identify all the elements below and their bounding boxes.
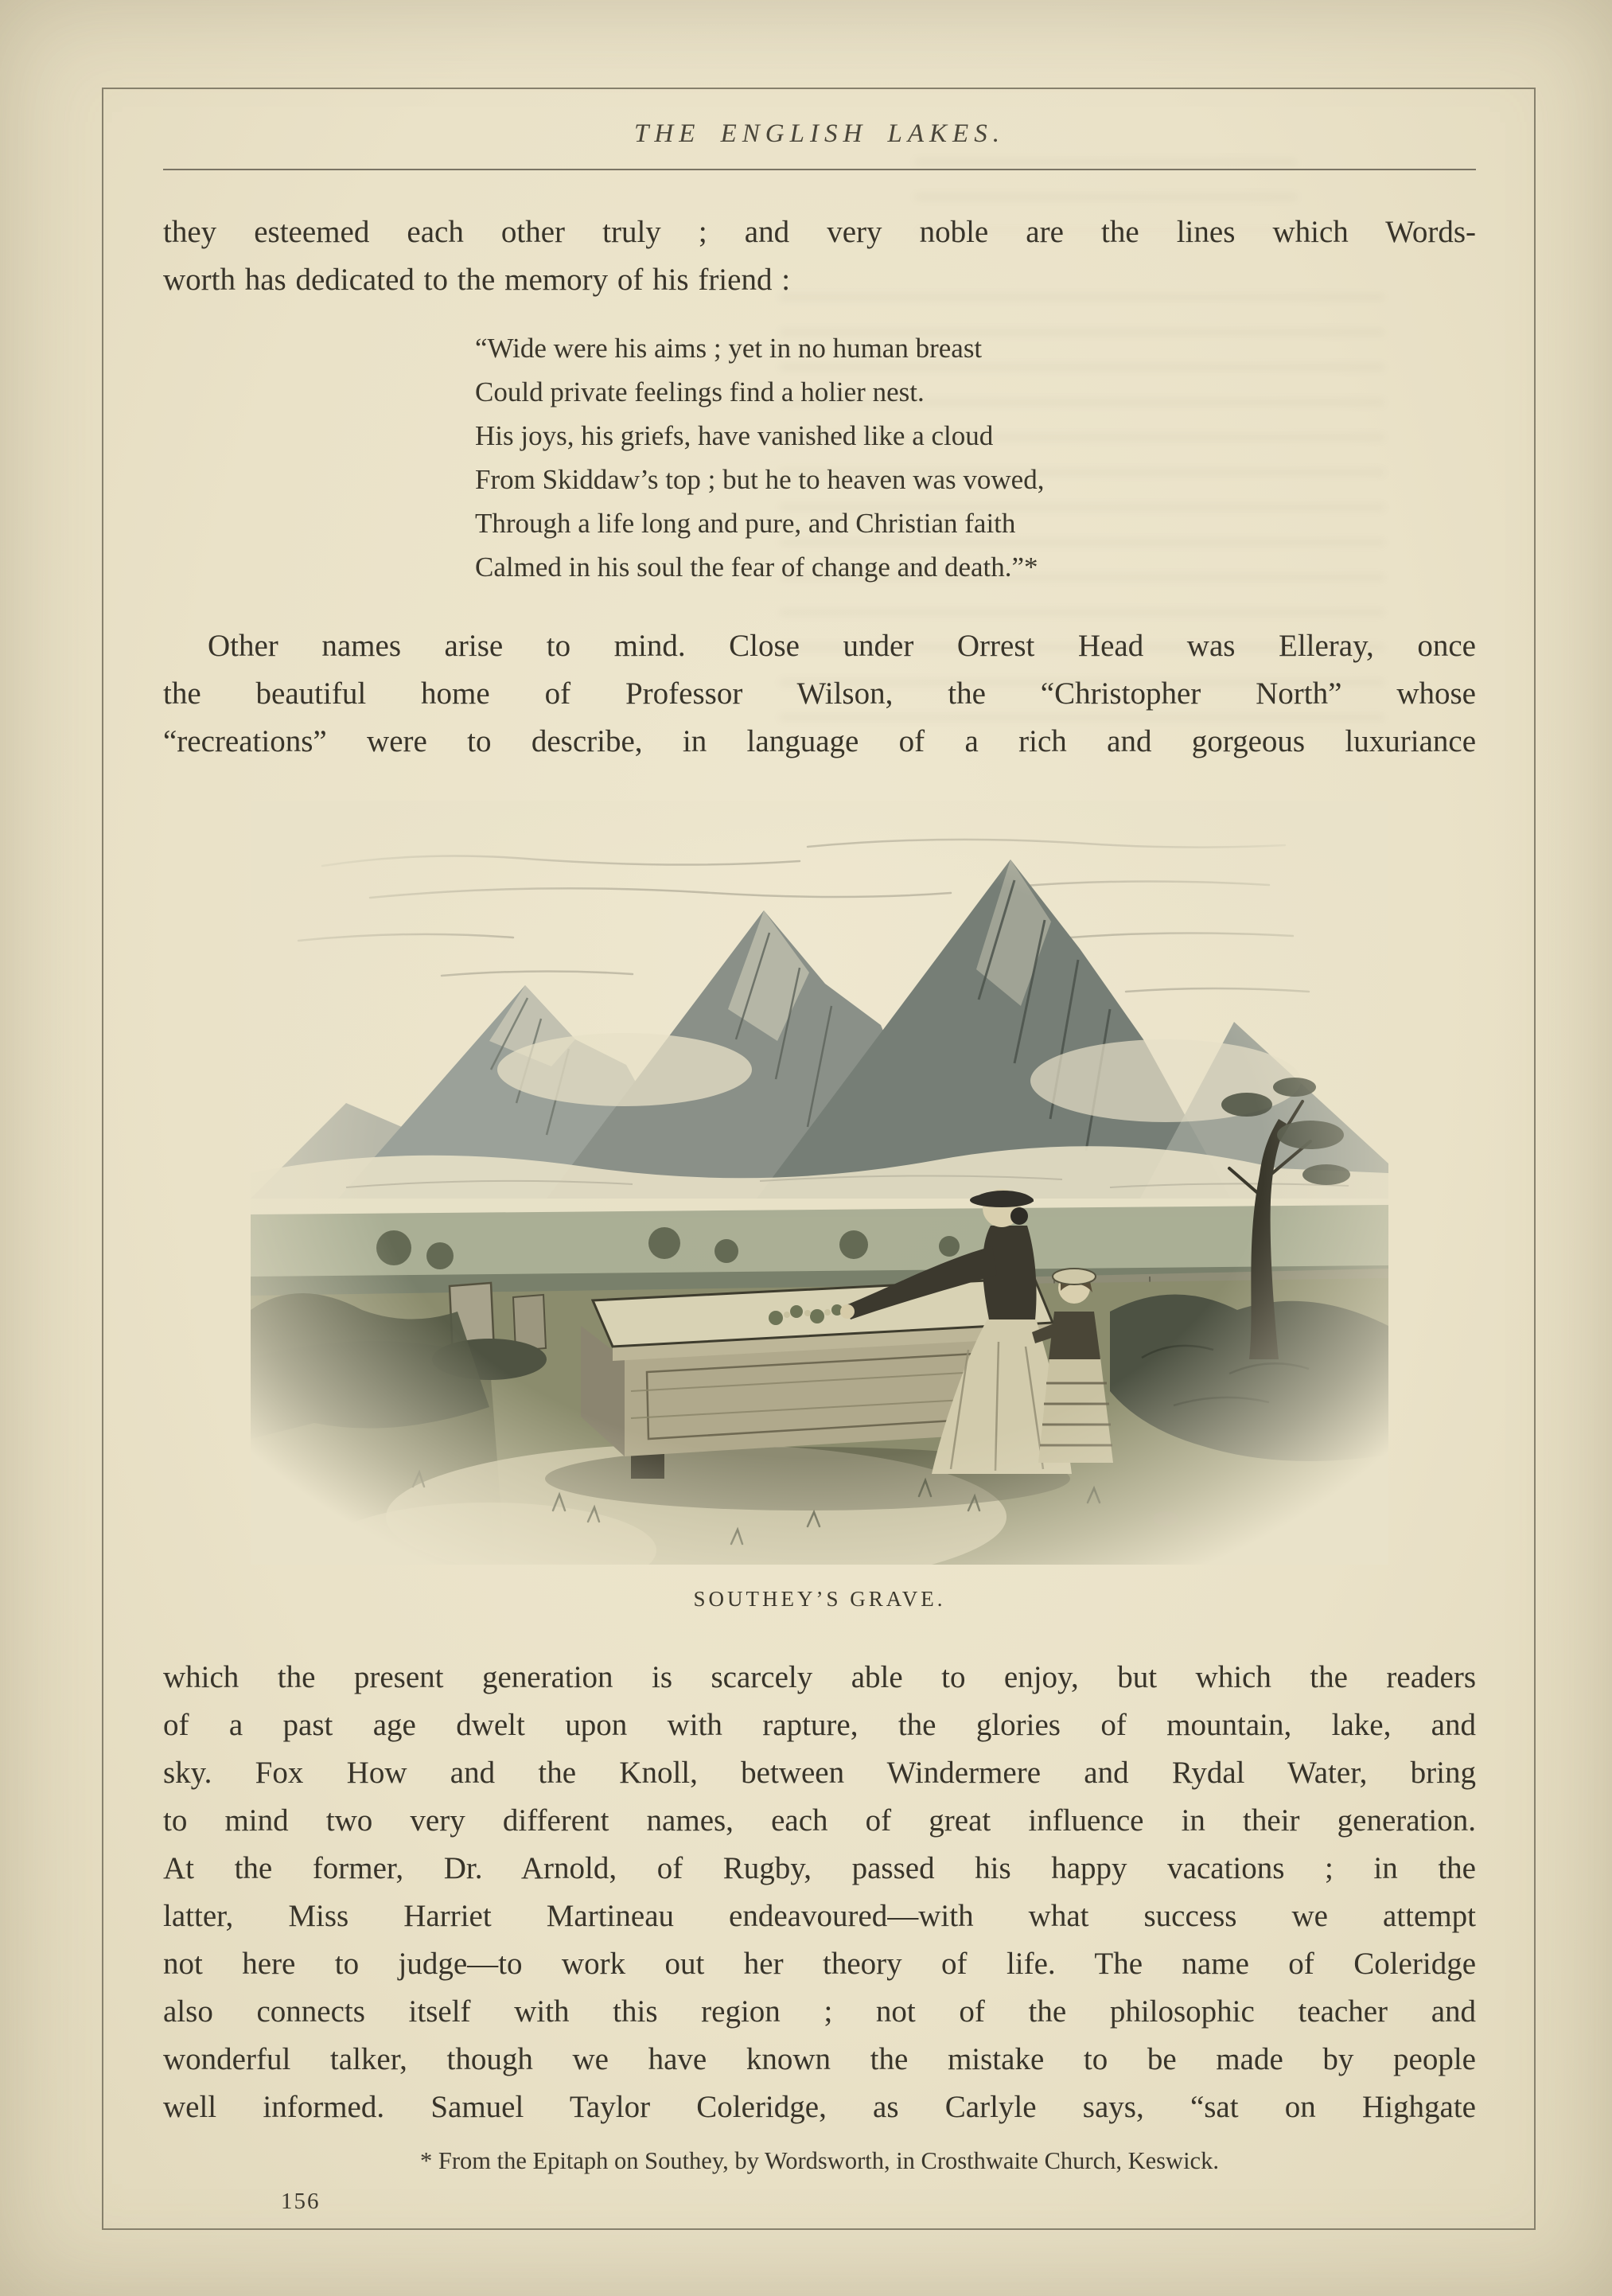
header-rule bbox=[163, 169, 1476, 170]
text-line: not here to judge—to work out her theory of life. The name of Coleridge bbox=[163, 1947, 1476, 1981]
text-line: they esteemed each other truly ; and very noble are the lines which Words- bbox=[163, 215, 1476, 249]
text-line: which the present generation is scarcely able to enjoy, but which the readers bbox=[163, 1660, 1476, 1694]
paragraph-3 bbox=[163, 1654, 1476, 2131]
footnote: * From the Epitaph on Southey, by Wordsworth, in Crosthwaite Church, Keswick. bbox=[420, 2147, 1219, 2174]
text-line: wonderful talker, though we have known the mistake to be made by people bbox=[163, 2042, 1476, 2076]
page-content bbox=[163, 118, 1476, 2216]
text-line: sky. Fox How and the Knoll, between Windermere and Rydal Water, bring bbox=[163, 1756, 1476, 1790]
illustration-caption: SOUTHEY’S GRAVE. bbox=[693, 1587, 946, 1611]
text-line: His joys, his griefs, have vanished like a cloud bbox=[475, 420, 994, 451]
text-line: Through a life long and pure, and Christian faith bbox=[475, 508, 1016, 539]
text-line: also connects itself with this region ; not of the philosophic teacher and bbox=[163, 1994, 1476, 2029]
text-line: well informed. Samuel Taylor Coleridge, as Carlyle says, “sat on Highgate bbox=[163, 2090, 1476, 2124]
text-line: latter, Miss Harriet Martineau endeavoured—with what success we attempt bbox=[163, 1899, 1476, 1933]
text-line: From Skiddaw’s top ; but he to heaven was vowed, bbox=[475, 464, 1045, 495]
text-line: to mind two very different names, each of great influence in their generation. bbox=[163, 1803, 1476, 1838]
text-line: “recreations” were to describe, in language of a rich and gorgeous luxuriance bbox=[163, 724, 1476, 758]
illustration-southeys-grave bbox=[251, 801, 1388, 1612]
text-line: “Wide were his aims ; yet in no human breast bbox=[475, 333, 983, 364]
paragraph-2 bbox=[163, 622, 1476, 766]
text-line: Other names arise to mind. Close under Orrest Head was Elleray, once bbox=[208, 629, 1476, 663]
running-header: THE ENGLISH LAKES. bbox=[634, 119, 1005, 148]
poem-epitaph-quote bbox=[475, 326, 1476, 589]
text-line: of a past age dwelt upon with rapture, the glories of mountain, lake, and bbox=[163, 1708, 1476, 1742]
text-line: At the former, Dr. Arnold, of Rugby, passed his happy vacations ; in the bbox=[163, 1851, 1476, 1885]
engraving-southeys-grave bbox=[251, 801, 1388, 1565]
paragraph-1 bbox=[163, 209, 1476, 304]
text-line: the beautiful home of Professor Wilson, the “Christopher North” whose bbox=[163, 676, 1476, 711]
text-line: worth has dedicated to the memory of his friend : bbox=[163, 263, 791, 297]
text-line: Calmed in his soul the fear of change and death.”* bbox=[475, 552, 1038, 583]
vignette-fade bbox=[251, 801, 1388, 1565]
page-number: 156 bbox=[281, 2189, 321, 2214]
text-line: Could private feelings find a holier nest. bbox=[475, 376, 925, 407]
